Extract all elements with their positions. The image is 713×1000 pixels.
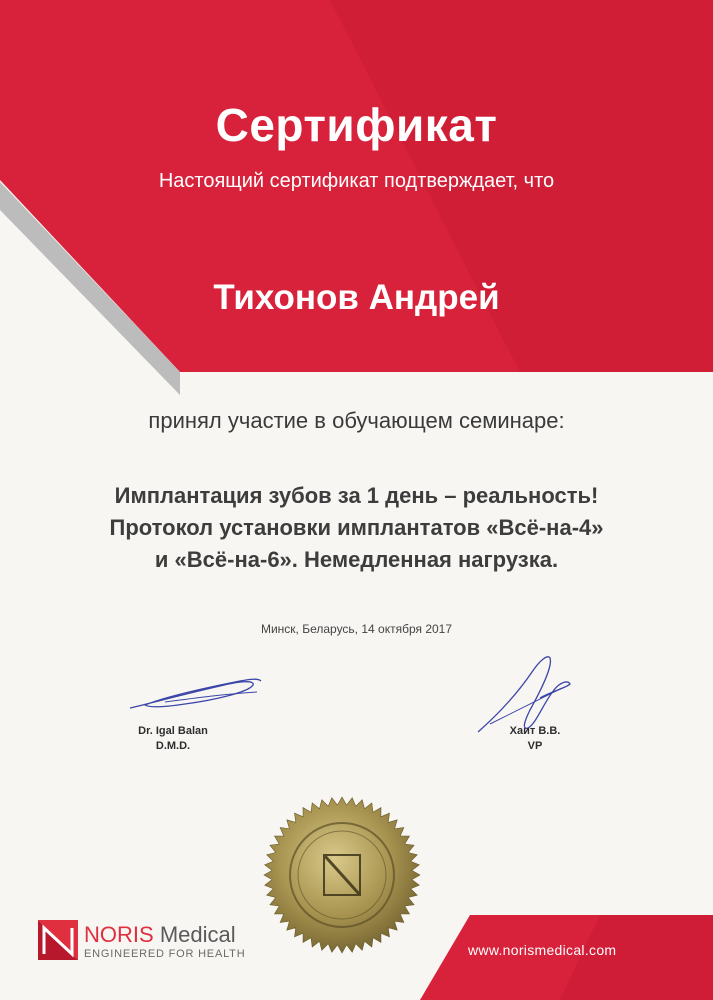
- signatory-2-title: VP: [527, 740, 543, 752]
- gold-seal: [262, 795, 422, 955]
- certificate-title: Сертификат: [215, 99, 498, 151]
- logo-tagline: ENGINEERED FOR HEALTH: [84, 948, 246, 960]
- seminar-title: [0, 480, 713, 576]
- signature-1-scribble: [125, 672, 265, 714]
- signatory-2-name: Хаит В.В.: [509, 725, 561, 737]
- seminar-line-1: Имплантация зубов за 1 день – реальность!: [114, 483, 599, 508]
- noris-logo-icon: [38, 920, 78, 960]
- logo-brand: NORIS: [84, 922, 154, 947]
- website-url: www.norismedical.com: [468, 942, 617, 958]
- signatory-1-name: Dr. Igal Balan: [138, 725, 208, 737]
- logo-brand-rest: Medical: [159, 922, 236, 947]
- signatory-2: [470, 724, 600, 754]
- participation-text: принял участие в обучающем семинаре:: [148, 408, 565, 433]
- seminar-line-3: и «Всё-на-6». Немедленная нагрузка.: [154, 547, 559, 572]
- logo-wordmark: [84, 922, 236, 948]
- certificate-subtitle: Настоящий сертификат подтверждает, что: [158, 170, 555, 192]
- noris-medical-logo: [38, 918, 268, 968]
- signatory-1-title: D.M.D.: [155, 740, 191, 752]
- place-date: Минск, Беларусь, 14 октября 2017: [260, 622, 453, 636]
- seminar-line-2: Протокол установки имплантатов «Всё-на-4»: [109, 515, 604, 540]
- recipient-name: Тихонов Андрей: [213, 278, 500, 317]
- signatory-1: [108, 724, 238, 754]
